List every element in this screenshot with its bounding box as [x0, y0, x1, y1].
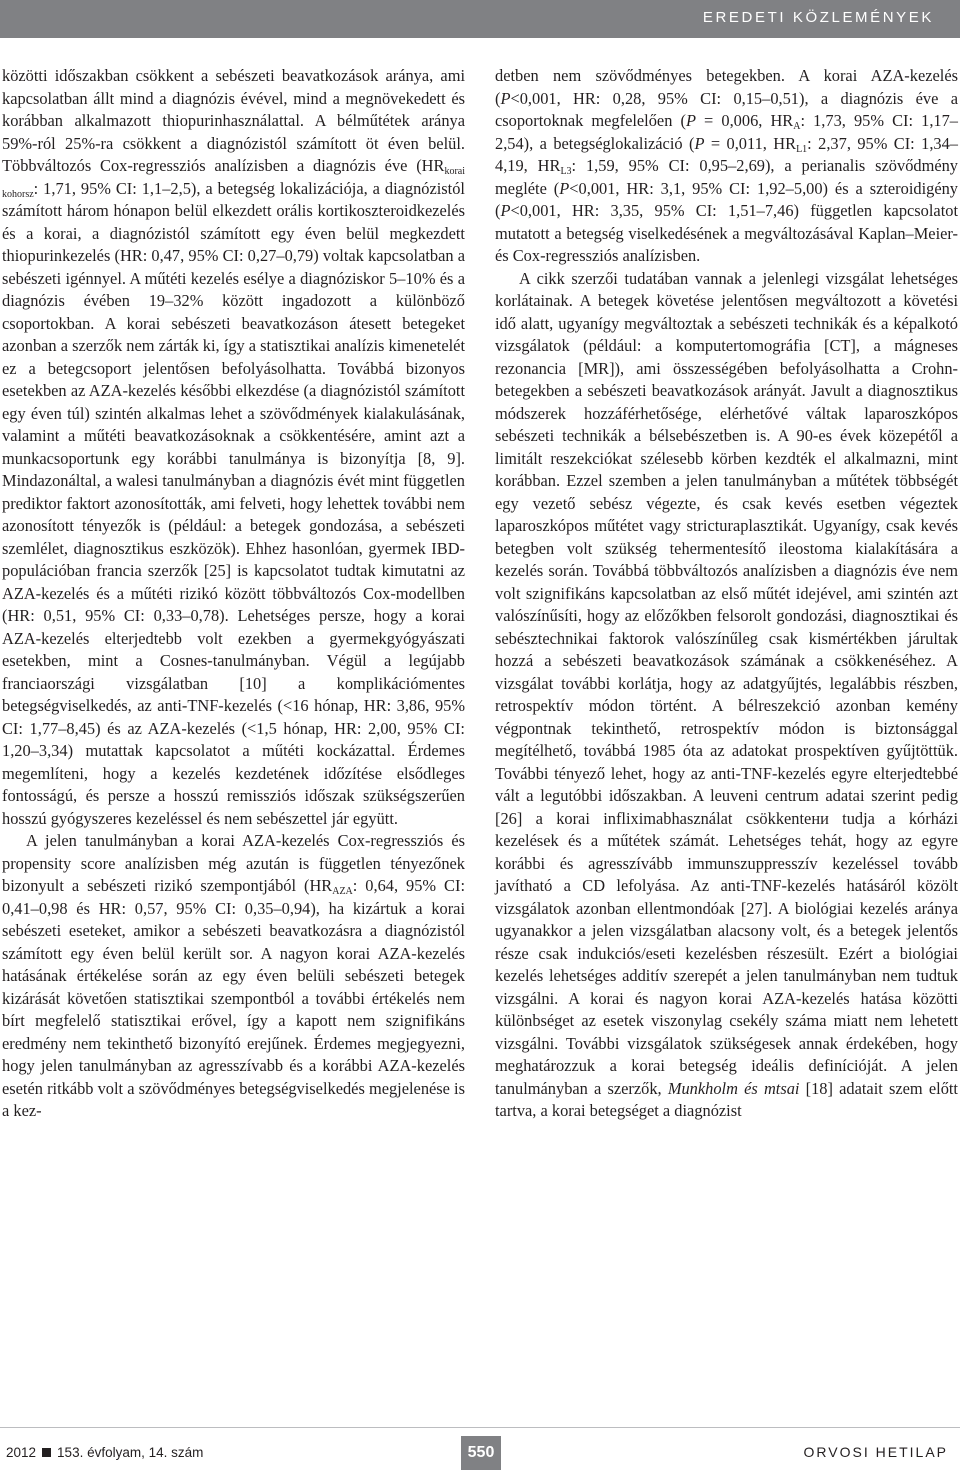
- text-span: <0,001, HR: 0,28, 95% CI: 0,15–0,51), a diagnózis éve a csoportoknak megfelelően (: [495, 88, 958, 130]
- right-paragraph-2: [495, 268, 958, 1123]
- text-span: : 1,71, 95% CI: 1,1–2,5), a betegség lokalizációja, a diagnózistól számított három hónapon belül elkezdett orális kortikoszteroidkezelés és a korai, a diagnózistól számított egy éven belül megkezdett thiopurinkezelés (HR: 0,47, 95% CI: 0,27–0,79) voltak kapcsolatban a sebészeti igénnyel. A műtéti kezelés esélye a diagnóziskor 5–10% és a diagnózis évében 19–32% között ingadozott a különböző csoportokban. A korai sebészeti beavatkozáson átesett betegeket azonban a szerzők nem zárták ki, így a statisztikai analízis kimenetelét ez a betegcsoport jelentősen befolyásolhatta. Továbbá bizonyos esetekben az AZA-kezelés későbbi elkezdése (a diagnózistól számított egy éven túl) szintén alkalmas lehet a szövődmények kialakulásának, valamint a műtéti beavatkozásoknak a csökkentésére, amint azt a munkacsoportunk egy korábbi tanulmánya is bizonyítja [8, 9]. Mindazonáltal, a walesi tanulmányban a diagnózis évét mint független prediktor faktort azonosították, ami felveti, hogy lehettek további nem azonosított tényezők is (például: a betegek gondozása, a sebészeti szemlélet, diagnosztikus eszközök). Ehhez hasonlóan, gyermek IBD-populációban francia szerzők [25] is kapcsolatot tudtak kimutatni az AZA-kezelés és a műtéti rizikó között többváltozós Cox-modellben (HR: 0,51, 95% CI: 0,33–0,78). Lehetséges persze, hogy a korai AZA-kezelés elterjedtebb volt ezekben a gyermekgyógyászati esetekben, mint a Cosnes-tanulmányban. Végül a legújabb franciaországi vizsgálatban [10] a komplikációmentes betegségviselkedés, az anti-TNF-kezelés (<16 hónap, HR: 3,86, 95% CI: 1,77–8,45) és az AZA-kezelés (<1,5 hónap, HR: 2,00, 95% CI: 1,20–3,34) mutattak kapcsolatot a műtéti kockázattal. Érdemes megemlíteni, hogy a kezelés kezdetének időzítése elsődleges fontosságú, és persze a hosszú remissziós időszak szükségszerűen hosszú gyógyszeres kezeléssel és nem sebészettel jár együtt.: [2, 178, 465, 828]
- subscript: A: [793, 121, 801, 132]
- text-span: : 1,73, 95% CI: 1,17–2,54), a betegséglokalizáció (: [495, 111, 958, 153]
- square-bullet-icon: [42, 1448, 51, 1457]
- italic-p: P: [694, 133, 705, 153]
- italic-p: P: [559, 178, 570, 198]
- text-span: A jelen tanulmányban a korai AZA-kezelés Cox-regressziós és propensity score analízisben még azután is független tényezőnek bizonyult a sebészeti rizikó szempontjából (HR: [2, 831, 465, 895]
- left-paragraph-2: [2, 830, 465, 1123]
- italic-p: P: [500, 201, 511, 220]
- page-number: 550: [461, 1436, 501, 1470]
- text-span: közötti időszakban csökkent a sebészeti beavatkozások aránya, ami kapcsolatban állt mind a diagnózis évével, mind a megnövekedett és korábban alkalmazott thiopurinhasználattal. A bélműtétek aránya 59%-ról 25%-ra csökkent a diagnózistól számított öt éven belül. Többváltozós Cox-regressziós analízisben a diagnózis éve (HR: [2, 66, 465, 175]
- subscript: AZA: [332, 886, 353, 897]
- text-span: = 0,011, HR: [704, 133, 797, 153]
- footer-issue-info: [6, 1445, 203, 1460]
- italic-p: P: [500, 88, 511, 108]
- left-paragraph-1: [2, 65, 465, 830]
- journal-name: ORVOSI HETILAP: [803, 1444, 948, 1460]
- subscript: L1: [796, 143, 808, 155]
- header-band: [0, 0, 960, 38]
- text-span: : 0,64, 95% CI: 0,41–0,98 és HR: 0,57, 95% CI: 0,35–0,94), ha kizártuk a korai sebészeti eseteket, amikor a sebészeti beavatkozásra a diagnózistól számított egy éven belül került sor. A nagyon korai AZA-kezelés hatásának értékelése során az egy éven belüli sebészeti betegek kizárását követően statisztikai szempontból a további értékelés nem bírt megfelelő statisztikai erővel, így a kapott nem szignifikáns eredmény nem tekinthető bizonyító erejűnek. Érdemes megjegyezni, hogy jelen tanulmányban az agresszívabb és a korábbi AZA-kezelés esetén ritkább volt a szövődményes betegségviselkedés megjelenése is a kez-: [2, 876, 465, 1120]
- text-span: : 2,37, 95% CI: 1,34–4,19, HR: [495, 133, 958, 175]
- subscript: korai kohorsz: [2, 166, 465, 200]
- text-span: = 0,006, HR: [695, 111, 794, 130]
- text-span: <0,001, HR: 3,35, 95% CI: 1,51–7,46) független kapcsolatot mutatott a betegség viselkedésének a megváltozásával Kaplan–Meier- és Cox-regressziós analízisben.: [495, 201, 958, 265]
- italic-p: P: [685, 111, 696, 130]
- text-span: <0,001, HR: 3,1, 95% CI: 1,92–5,00) és a szteroidigény (: [495, 178, 958, 220]
- footer-issue: 153. évfolyam, 14. szám: [57, 1445, 204, 1460]
- section-title: EREDETI KÖZLEMÉNYEK: [702, 9, 934, 26]
- left-column: [2, 65, 465, 1123]
- right-column: [495, 65, 958, 1123]
- italic-citation: Munkholm és mtsai: [667, 1078, 800, 1098]
- footer-year: 2012: [6, 1445, 37, 1460]
- right-paragraph-1: [495, 65, 958, 268]
- subscript: L3: [560, 166, 572, 177]
- footer-rule: [0, 1427, 960, 1428]
- text-span: : 1,59, 95% CI: 0,95–2,69), a perianalis szövődmény megléte (: [495, 156, 958, 198]
- text-span: [18] adatait szem előtt tartva, a korai betegséget a diagnózist: [495, 1078, 958, 1120]
- text-span: A cikk szerzői tudatában vannak a jelenlegi vizsgálat lehetséges korlátainak. A betegek követése jelentősen megváltozott a követési idő alatt, ugyanígy megváltoztak a sebészeti technikák és a képalkotó vizsgálatok (például: a komputertomográfia [CT], a mágneses rezonancia [MR]), ami összességében befolyásolhatta a Crohn-betegekben a sebészeti beavatkozások arányát. Javult a diagnosztikus módszerek hozzáférhetősége, elérhetővé váltak laparoszkópos sebészeti technikák a bélsebészetben is. A 90-es évek közepétől a limitált reszekciókat szélesebb körben kezdték el alkalmazni, mint korábban. Ezzel szemben a jelen tanulmányban a műtétek többségét egy vezető sebész végezte, és csak kevés esetben végeztek laparoszkópos műtétet vagy stricturaplasztikát. Ugyanígy, csak kevés betegben volt szükség tehermentesítő ileostoma kialakítására a kezelés során. Továbbá többváltozós analízisben a diagnózis éve nem volt szignifikáns kapcsolatban az első műtét idejével, ami szintén azt valószínűsíti, hogy az előzőkben felsorolt gondozási, diagnosztikai és sebésztechnikai faktorok valószínűleg csak kismértékben járultak hozzá a sebészeti beavatkozások számának a csökkenéséhez. A vizsgálat további korlátja, hogy az adatgyűjtés, legalábbis részben, retrospektív módon történt. A bélreszekció azonban kemény végpontnak tekinthető, retrospektív módon is biztonsággal megítélhető, továbbá 1985 óta az adatokat prospektíven gyűjtöttük. További tényező lehet, hogy az anti-TNF-kezelés egyre elterjedtebbé vált a legutóbbi időszakban. A leuveni centrum adatai szerint pedig [26] a korai infliximabhasználat csökkentени tudja a kórházi kezelések és a műtétek számát. Lehetséges tehát, hogy az egyre korábbi és agresszívább immunszuppresszív kezeléssel tovább javítható a CD lefolyása. Az anti-TNF-kezelés hatásáról közölt vizsgálatok azonban ellentmondóak [27]. A biológiai kezelés aránya ugyanakkor a jelen vizsgálatban alacsony volt, és a betegek jelentős része csak indukciós/eseti kezelésben részesült. Ezért a biológiai kezelés lehetséges additív szerepét a jelen tanulmányban nem tudtuk vizsgálni. A korai és nagyon korai AZA-kezelés hatása közötti különbséget az esetek viszonylag csekély száma miatt nem lehetett vizsgálni. További vizsgálatok szükségesek annak érdekében, hogy meghatározzuk a korai betegség ideális definícióját. A jelen tanulmányban a szerzők,: [495, 268, 958, 1098]
- text-span: detben nem szövődményes betegekben. A korai AZA-kezelés (: [495, 66, 958, 108]
